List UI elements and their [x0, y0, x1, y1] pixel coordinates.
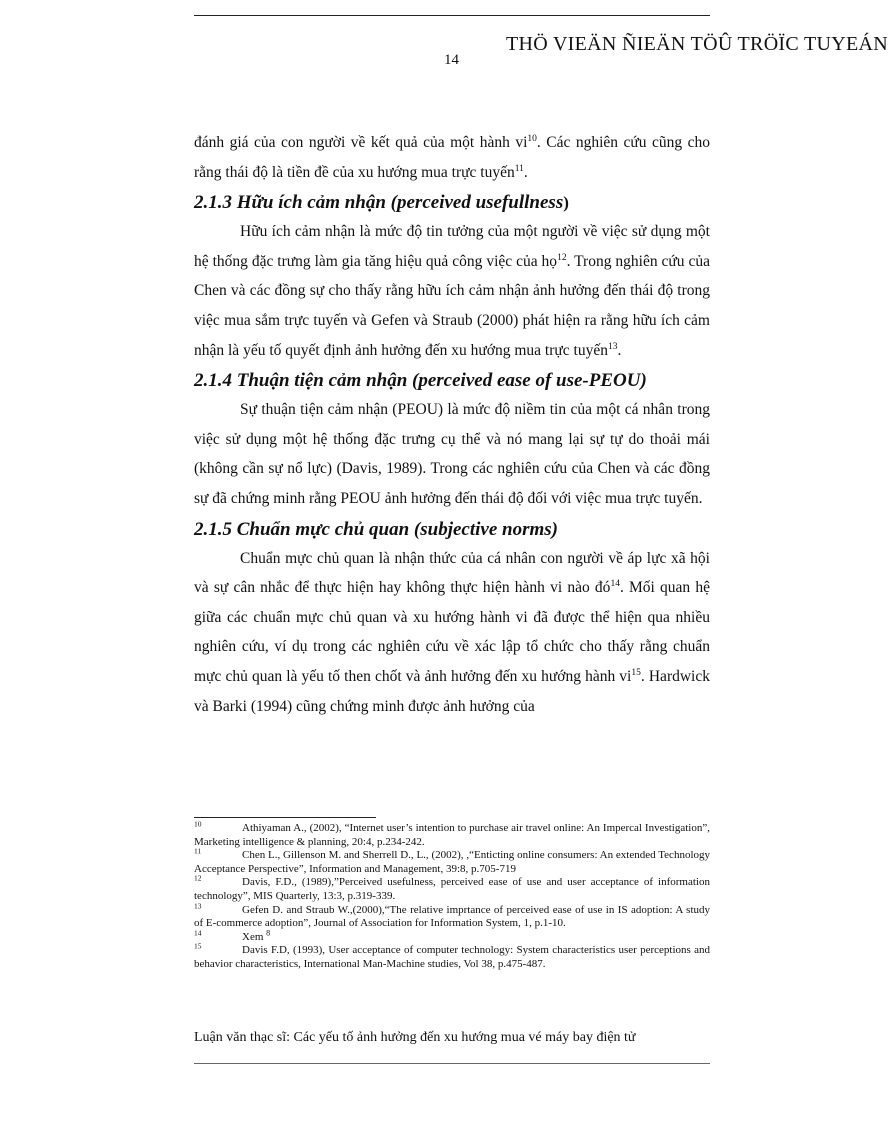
footnote-ref-11[interactable]: 11: [514, 163, 524, 174]
footnote-ref-15[interactable]: 15: [631, 667, 641, 678]
footnote-ref-12[interactable]: 12: [557, 252, 567, 263]
body-content: [194, 128, 710, 721]
footnote-ref-10[interactable]: 10: [527, 133, 537, 144]
thesis-footer: Luận văn thạc sĩ: Các yếu tố ảnh hưởng đến xu hướng mua vé máy bay điện tử: [194, 1030, 636, 1045]
header-rule: [194, 15, 710, 16]
paragraph-subjective-norms: Chuẩn mực chủ quan là nhận thức của cá nhân con người về áp lực xã hội và sự cân nhắc để thực hiện hay không thực hiện hành vi nào $đó^{14}$. Mối quan hệ giữa các chuẩn mực chủ quan và xu hướng hành vi đã được thể hiện qua nhiều nghiên cứu, ví dụ trong các nghiên cứu về xác lập tổ chức cho thấy rằng chuẩn mực chủ quan là yếu tố then chốt và ảnh hưởng đến xu hướng hành $vi^{15}$. Hardwick và Barki (1994) cũng chứng minh được ảnh hưởng của: [194, 549, 710, 715]
heading-2-1-5: 2.1.5 Chuẩn mực chủ quan (subjective norms): [194, 518, 558, 540]
footnote-ref-14[interactable]: 14: [610, 578, 620, 589]
library-watermark: THÖ VIEÄN ÑIEÄN TÖÛ TRÖÏC TUYEÁN: [506, 33, 888, 55]
heading-2-1-4: 2.1.4 Thuận tiện cảm nhận (perceived ease of use-PEOU): [194, 370, 647, 392]
heading-2-1-3: 2.1.3 Hữu ích cảm nhận (perceived usefullness): [194, 192, 569, 214]
footnote-11: $^{11}$ Chen L., Gillenson M. and Sherrell D., L., (2002), ,“Enticting online consumers: An extended Technology Acceptance Perspective”, Information and Management, 39:8, p.705-719: [194, 846, 710, 875]
footnote-ref-13[interactable]: 13: [607, 341, 618, 352]
footnote-separator: [194, 817, 376, 818]
footnotes: [194, 819, 710, 972]
footnote-ref-8[interactable]: 8: [266, 928, 271, 938]
paragraph-usefulness: Hữu ích cảm nhận là mức độ tin tưởng của một người về việc sử dụng một hệ thống đặc trưng làm gia tăng hiệu quả công việc của họ$^{12}$. Trong nghiên cứu của Chen và các đồng sự cho thấy rằng hữu ích cảm nhận ảnh hưởng đến thái độ trong việc mua sắm trực tuyến và Gefen và Straub (2000) phát hiện ra rằng hữu ích cảm nhận là yếu tố quyết định ảnh hưởng đến xu hướng mua trực tuyến$^{13}$.: [194, 223, 711, 359]
footnote-15: $^{15}$ Davis F.D, (1993), User acceptance of computer technology: System characteristics user perceptions and behavior characteristics, International Man-Machine studies, Vol 38, p.475-487.: [194, 941, 710, 970]
footer-rule: [194, 1063, 710, 1064]
footnote-10: $^{10}$ Athiyaman A., (2002), “Internet user’s intention to purchase air travel online: An Impercal Investigation”, Marketing intelligence & planning, 20:4, p.234-242.: [194, 819, 710, 848]
footnote-12: $^{12}$ Davis, F.D., (1989),”Perceived usefulness, perceived ease of use and user acceptance of information technology”, MIS Quarterly, 13:3, p.319-339.: [194, 873, 710, 902]
paragraph-peou: Sự thuận tiện cảm nhận (PEOU) là mức độ niềm tin của một cá nhân trong việc sử dụng một hệ thống đặc trưng cụ thể và nó mang lại sự tự do thoải mái (không cần sự nổ lực) (Davis, 1989). Trong các nghiên cứu của Chen và các đồng sự đã chứng minh rằng PEOU ảnh hưởng đến thái độ đối với việc mua trực tuyến.: [194, 401, 710, 507]
page-number: 14: [444, 52, 459, 68]
footnote-13: $^{13}$ Gefen D. and Straub W.,(2000),“The relative imprtance of perceived ease of use in IS adoption: A study of E-commerce adoption”, Journal of Association for Information System, 1, p.1-10.: [194, 900, 710, 930]
paragraph-attitude: đánh giá của con người về kết quả của một hành $vi^{10}$. Các nghiên cứu cũng cho rằng thái độ là tiền đề của xu hướng mua trực tuyến$^{11}$.: [194, 133, 710, 181]
footnote-14: $^{14}$ Xem $^8$: [194, 928, 271, 943]
